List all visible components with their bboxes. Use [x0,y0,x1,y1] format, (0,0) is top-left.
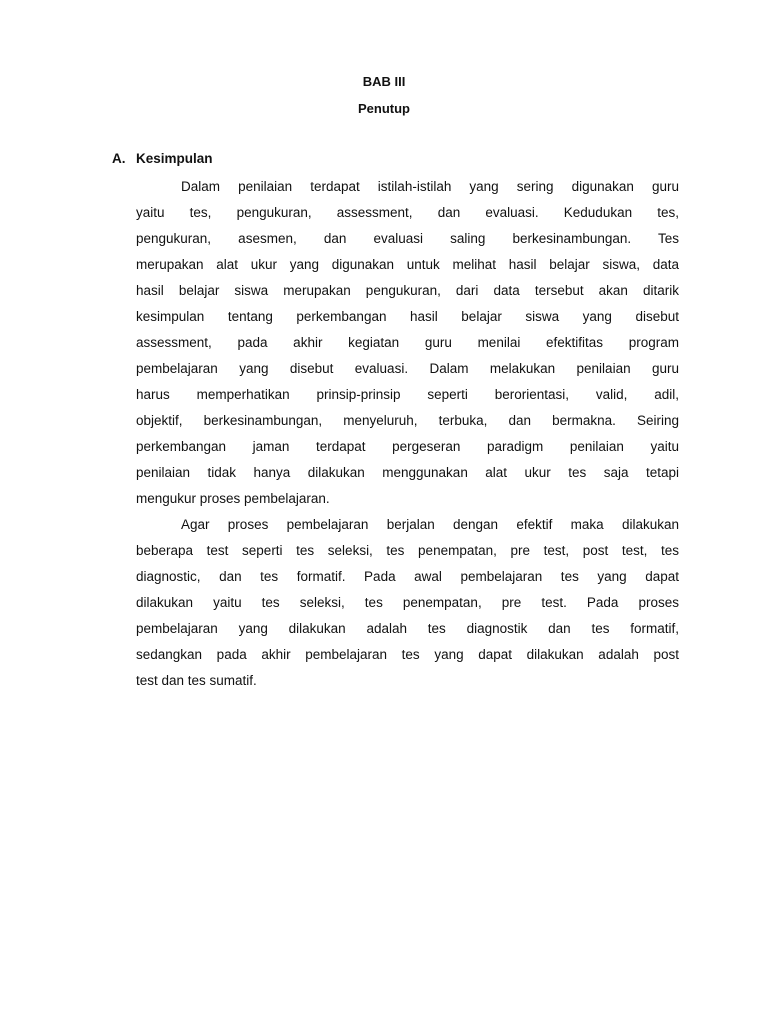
paragraph-line: pembelajaran yang dilakukan adalah tes diagnostik dan tes formatif, [136,621,679,636]
paragraph-line: pengukuran, asesmen, dan evaluasi saling berkesinambungan. Tes [136,231,679,246]
paragraph-line: hasil belajar siswa merupakan pengukuran, dari data tersebut akan ditarik [136,283,679,298]
paragraph-line: diagnostic, dan tes formatif. Pada awal pembelajaran tes yang dapat [136,569,679,584]
paragraph-line: sedangkan pada akhir pembelajaran tes yang dapat dilakukan adalah post [136,647,679,662]
chapter-number: BAB III [362,74,406,89]
paragraph-line: penilaian tidak hanya dilakukan menggunakan alat ukur tes saja tetapi [136,465,679,480]
section-marker: A. [112,151,126,166]
paragraph-line: test dan tes sumatif. [136,673,257,688]
paragraph-line: mengukur proses pembelajaran. [136,491,330,506]
paragraph-line: yaitu tes, pengukuran, assessment, dan evaluasi. Kedudukan tes, [136,205,679,220]
paragraph-line: assessment, pada akhir kegiatan guru menilai efektifitas program [136,335,679,350]
paragraph-line: dilakukan yaitu tes seleksi, tes penempatan, pre test. Pada proses [136,595,679,610]
section-title: Kesimpulan [136,151,213,166]
paragraph-line: kesimpulan tentang perkembangan hasil belajar siswa yang disebut [136,309,679,324]
paragraph-line: pembelajaran yang disebut evaluasi. Dalam melakukan penilaian guru [136,361,679,376]
paragraph-line: perkembangan jaman terdapat pergeseran paradigm penilaian yaitu [136,439,679,454]
section-heading [112,151,213,166]
chapter-title: Penutup [358,101,410,116]
paragraph-line: Dalam penilaian terdapat istilah-istilah yang sering digunakan guru [181,179,679,194]
paragraph-line: harus memperhatikan prinsip-prinsip seperti berorientasi, valid, adil, [136,387,679,402]
paragraph-2 [136,512,679,694]
paragraph-line: merupakan alat ukur yang digunakan untuk melihat hasil belajar siswa, data [136,257,679,272]
paragraph-line: Agar proses pembelajaran berjalan dengan efektif maka dilakukan [181,517,679,532]
paragraph-1 [136,174,679,512]
paragraph-line: beberapa test seperti tes seleksi, tes penempatan, pre test, post test, tes [136,543,679,558]
paragraph-line: objektif, berkesinambungan, menyeluruh, terbuka, dan bermakna. Seiring [136,413,679,428]
